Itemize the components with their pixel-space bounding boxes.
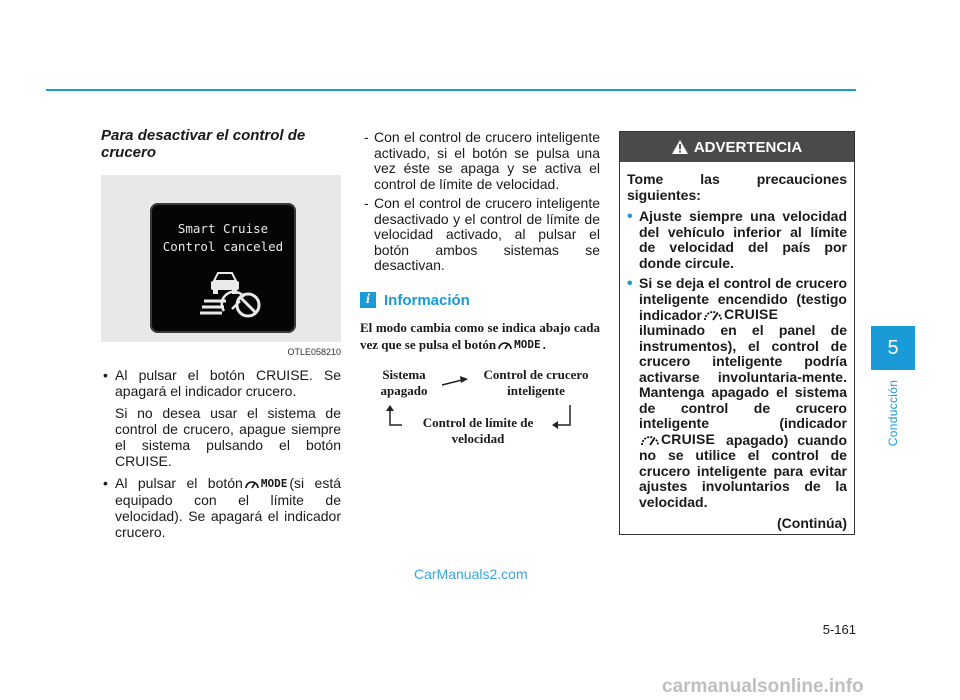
list-item: • Ajuste siempre una velocidad del vehículo inferior al límite de velocidad del país por donde circule. [627,209,847,271]
display-line-2: Control canceled [162,239,284,254]
mode-cycle-diagram [360,361,600,461]
list-item [101,367,341,469]
figure-code: OTLE058210 [287,347,341,357]
warning-title: ADVERTENCIA [693,138,803,156]
list-item: - Con el control de crucero inteligente activado, si el botón se pulsa una vez éste se apaga y se activa el control de límite de velocidad. [360,130,600,192]
page-number: 5-161 [822,622,856,637]
section-title: Para desactivar el control de crucero [101,127,306,161]
warning-header [620,132,854,162]
footer-watermark: carmanualsonline.info [662,676,864,697]
bullet-text: Si no desea usar el sistema de control de crucero, apague siempre el sistema pulsando el botón CRUISE. [115,405,341,469]
continues-note: (Continúa) [777,515,847,531]
warning-body [620,162,854,532]
chapter-number-tab: 5 [871,326,915,370]
list-item [101,475,341,540]
mode-icon-label: MODE [260,477,288,490]
cruise-icon-label: CRUISE [661,430,716,447]
dash-list [360,130,600,274]
bullet-text: • Al pulsar el botón CRUISE. Se apagará el indicador crucero. [115,367,341,399]
right-column [619,131,856,535]
bullet-text: (si está equipado con el límite de velocidad). Se apagará el indicador crucero. [115,475,341,540]
flow-node-off: Sistema apagado [380,367,428,398]
middle-column [360,130,600,461]
display-line-1: Smart Cruise [177,221,269,236]
info-title: Información [384,291,470,309]
cluster-figure [101,175,341,342]
bullet-text: Al pulsar el botón [115,475,243,491]
warning-intro: Tome las precauciones siguientes: [627,171,847,203]
warning-list [627,209,847,510]
flow-node-speed-limit: Control de límite de velocidad [422,415,534,446]
left-column [101,127,341,546]
list-item: • Si se deja el control de crucero inteligente encendido (testigo indicador CRUISE iluminado en el panel de instrumentos), el control de crucero inteligente podría activarse involuntaria-mente. Mantenga apagado el sistema de control de crucero inteligente (indicador CRUISE apagado) cuando no se utilice el control de crucero inteligente para evitar ajustes involuntarios de la velocidad. [627,276,847,510]
info-text: El modo cambia como se indica abajo cada vez que se pulsa el botón MODE . [360,319,600,352]
left-bullet-list [101,367,341,540]
warning-box [619,131,855,535]
watermark-link[interactable]: CarManuals2.com [414,566,528,582]
cruise-indicator-icon [641,432,715,448]
flow-node-smart-cruise: Control de crucero inteligente [483,367,589,398]
cruise-indicator-icon [704,307,778,323]
chapter-label: Conducción [886,379,900,447]
mode-button-icon [245,476,288,492]
cluster-display [150,203,296,333]
mode-button-icon [498,336,541,353]
cruise-canceled-icon [200,267,262,319]
warning-triangle-icon [672,140,688,154]
info-heading [360,292,600,309]
top-rule [46,89,856,91]
info-icon: i [360,292,376,308]
mode-icon-label: MODE [514,338,541,351]
cruise-icon-label: CRUISE [724,306,779,322]
list-item: - Con el control de crucero inteligente desactivado y el control de límite de velocidad activado, al pulsar el botón ambos sistemas se desactivan. [360,196,600,274]
